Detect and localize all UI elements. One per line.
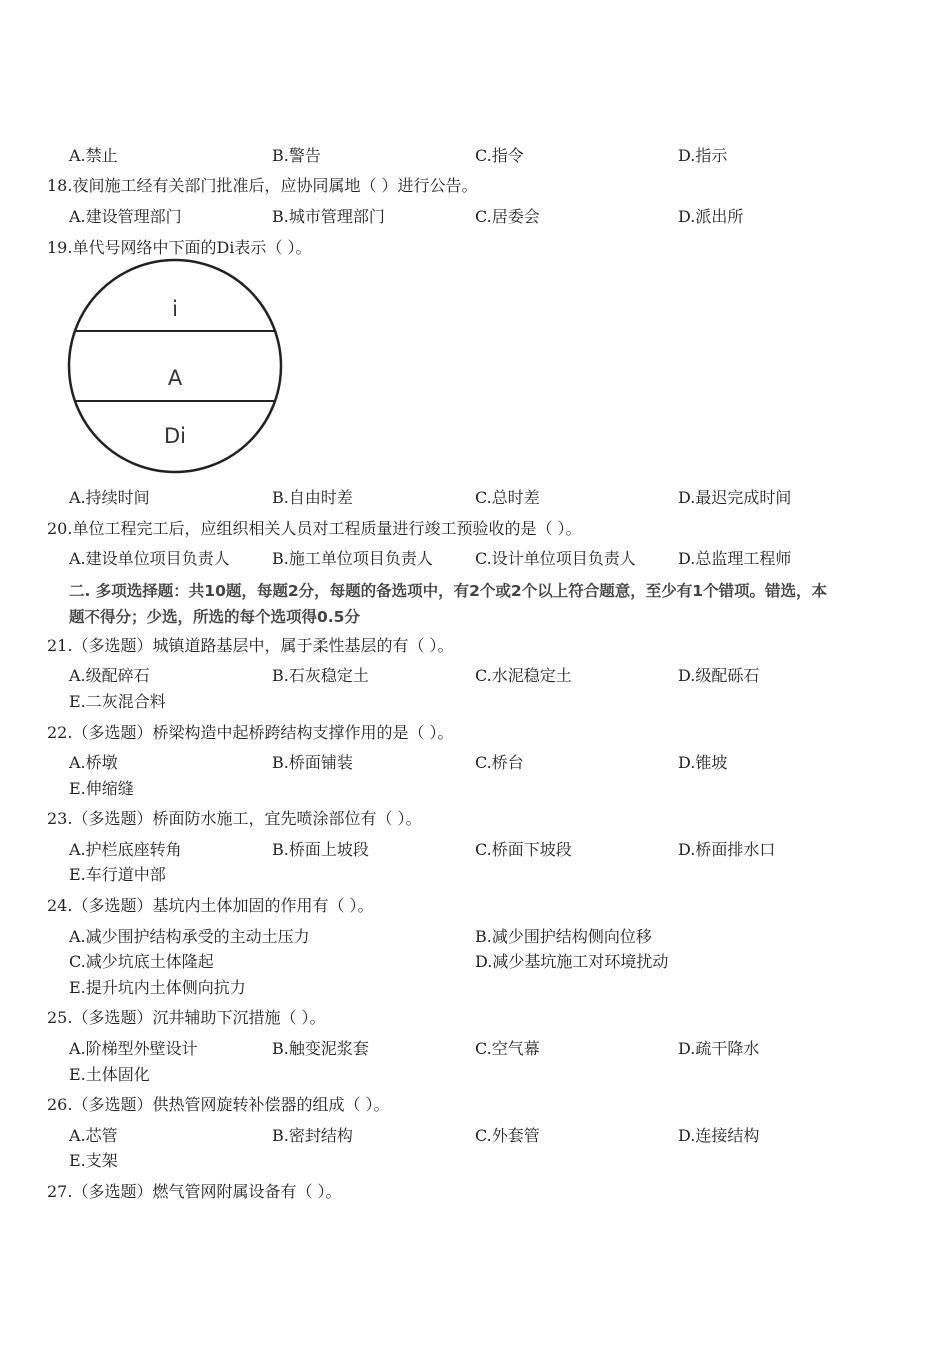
q20-option-a: A.建设单位项目负责人 xyxy=(69,549,230,568)
q22-option-b: B.桥面铺装 xyxy=(272,753,353,772)
node-label-middle: A xyxy=(167,366,183,390)
q17-option-a: A.禁止 xyxy=(69,146,118,165)
q24-options-row-2 xyxy=(69,951,909,973)
q18-option-a: A.建设管理部门 xyxy=(69,207,182,226)
q20-text: 20.单位工程完工后，应组织相关人员对工程质量进行竣工预验收的是（ ）。 xyxy=(47,519,582,538)
section-multiple-choice-heading xyxy=(69,578,889,630)
q26-option-c: C.外套管 xyxy=(475,1126,540,1145)
node-label-top: i xyxy=(172,297,178,321)
q26-options xyxy=(69,1125,909,1147)
q20-option-d: D.总监理工程师 xyxy=(678,549,792,568)
q18-option-c: C.居委会 xyxy=(475,207,540,226)
q24-text: 24.（多选题）基坑内土体加固的作用有（ ）。 xyxy=(47,896,374,915)
q24-option-d: D.减少基坑施工对环境扰动 xyxy=(475,952,669,971)
q17-options xyxy=(69,145,909,167)
q18-option-d: D.派出所 xyxy=(678,207,744,226)
q19-option-c: C.总时差 xyxy=(475,488,540,507)
q21-option-b: B.石灰稳定土 xyxy=(272,666,369,685)
q23-option-c: C.桥面下坡段 xyxy=(475,840,572,859)
q19-options xyxy=(69,487,909,509)
q22-option-c: C.桥台 xyxy=(475,753,524,772)
q23-option-b: B.桥面上坡段 xyxy=(272,840,369,859)
q22-option-e: E.伸缩缝 xyxy=(69,779,134,798)
q25-option-a: A.阶梯型外壁设计 xyxy=(69,1039,198,1058)
q21-option-e: E.二灰混合料 xyxy=(69,692,166,711)
q23-options xyxy=(69,839,909,861)
q23-text: 23.（多选题）桥面防水施工，宜先喷涂部位有（ ）。 xyxy=(47,809,422,828)
q25-option-d: D.疏干降水 xyxy=(678,1039,760,1058)
q26-option-a: A.芯管 xyxy=(69,1126,118,1145)
q23-option-e: E.车行道中部 xyxy=(69,865,166,884)
single-code-network-node-diagram xyxy=(66,258,284,474)
q18-text: 18.夜间施工经有关部门批准后，应协同属地（ ）进行公告。 xyxy=(47,176,478,195)
q24-options-row-1 xyxy=(69,926,909,948)
q25-text: 25.（多选题）沉井辅助下沉措施（ ）。 xyxy=(47,1008,326,1027)
section-heading-line-1: 二. 多项选择题：共10题，每题2分，每题的备选项中，有2个或2个以上符合题意，至少有1个错项。错选，本 xyxy=(69,582,827,600)
q17-option-b: B.警告 xyxy=(272,146,321,165)
q22-options xyxy=(69,752,909,774)
q25-options xyxy=(69,1038,909,1060)
q22-option-d: D.锥坡 xyxy=(678,753,728,772)
q24-option-e: E.提升坑内土体侧向抗力 xyxy=(69,978,246,997)
q26-option-b: B.密封结构 xyxy=(272,1126,353,1145)
q25-option-c: C.空气幕 xyxy=(475,1039,540,1058)
q21-options xyxy=(69,665,909,687)
q26-option-e: E.支架 xyxy=(69,1151,118,1170)
q19-text: 19.单代号网络中下面的Di表示（ ）。 xyxy=(47,238,312,257)
q25-option-e: E.土体固化 xyxy=(69,1065,150,1084)
q18-options xyxy=(69,206,909,228)
q27-text: 27.（多选题）燃气管网附属设备有（ ）。 xyxy=(47,1182,342,1201)
q26-text: 26.（多选题）供热管网旋转补偿器的组成（ ）。 xyxy=(47,1095,390,1114)
q26-option-d: D.连接结构 xyxy=(678,1126,760,1145)
q22-text: 22.（多选题）桥梁构造中起桥跨结构支撑作用的是（ ）。 xyxy=(47,723,454,742)
q18-option-b: B.城市管理部门 xyxy=(272,207,385,226)
q20-option-b: B.施工单位项目负责人 xyxy=(272,549,433,568)
q20-options xyxy=(69,548,909,570)
q19-option-a: A.持续时间 xyxy=(69,488,150,507)
node-label-bottom: Di xyxy=(163,424,187,448)
q21-option-a: A.级配碎石 xyxy=(69,666,150,685)
q17-option-c: C.指令 xyxy=(475,146,524,165)
q22-option-a: A.桥墩 xyxy=(69,753,118,772)
q21-option-d: D.级配砾石 xyxy=(678,666,760,685)
q23-option-a: A.护栏底座转角 xyxy=(69,840,182,859)
q24-option-a: A.减少围护结构承受的主动土压力 xyxy=(69,927,310,946)
q25-option-b: B.触变泥浆套 xyxy=(272,1039,369,1058)
q21-option-c: C.水泥稳定土 xyxy=(475,666,572,685)
section-heading-line-2: 题不得分；少选，所选的每个选项得0.5分 xyxy=(69,608,360,626)
q24-option-b: B.减少围护结构侧向位移 xyxy=(475,927,652,946)
q21-text: 21.（多选题）城镇道路基层中，属于柔性基层的有（ ）。 xyxy=(47,636,454,655)
q19-option-b: B.自由时差 xyxy=(272,488,353,507)
q17-option-d: D.指示 xyxy=(678,146,728,165)
q23-option-d: D.桥面排水口 xyxy=(678,840,776,859)
q19-option-d: D.最迟完成时间 xyxy=(678,488,792,507)
q20-option-c: C.设计单位项目负责人 xyxy=(475,549,636,568)
q24-option-c: C.减少坑底土体隆起 xyxy=(69,952,214,971)
